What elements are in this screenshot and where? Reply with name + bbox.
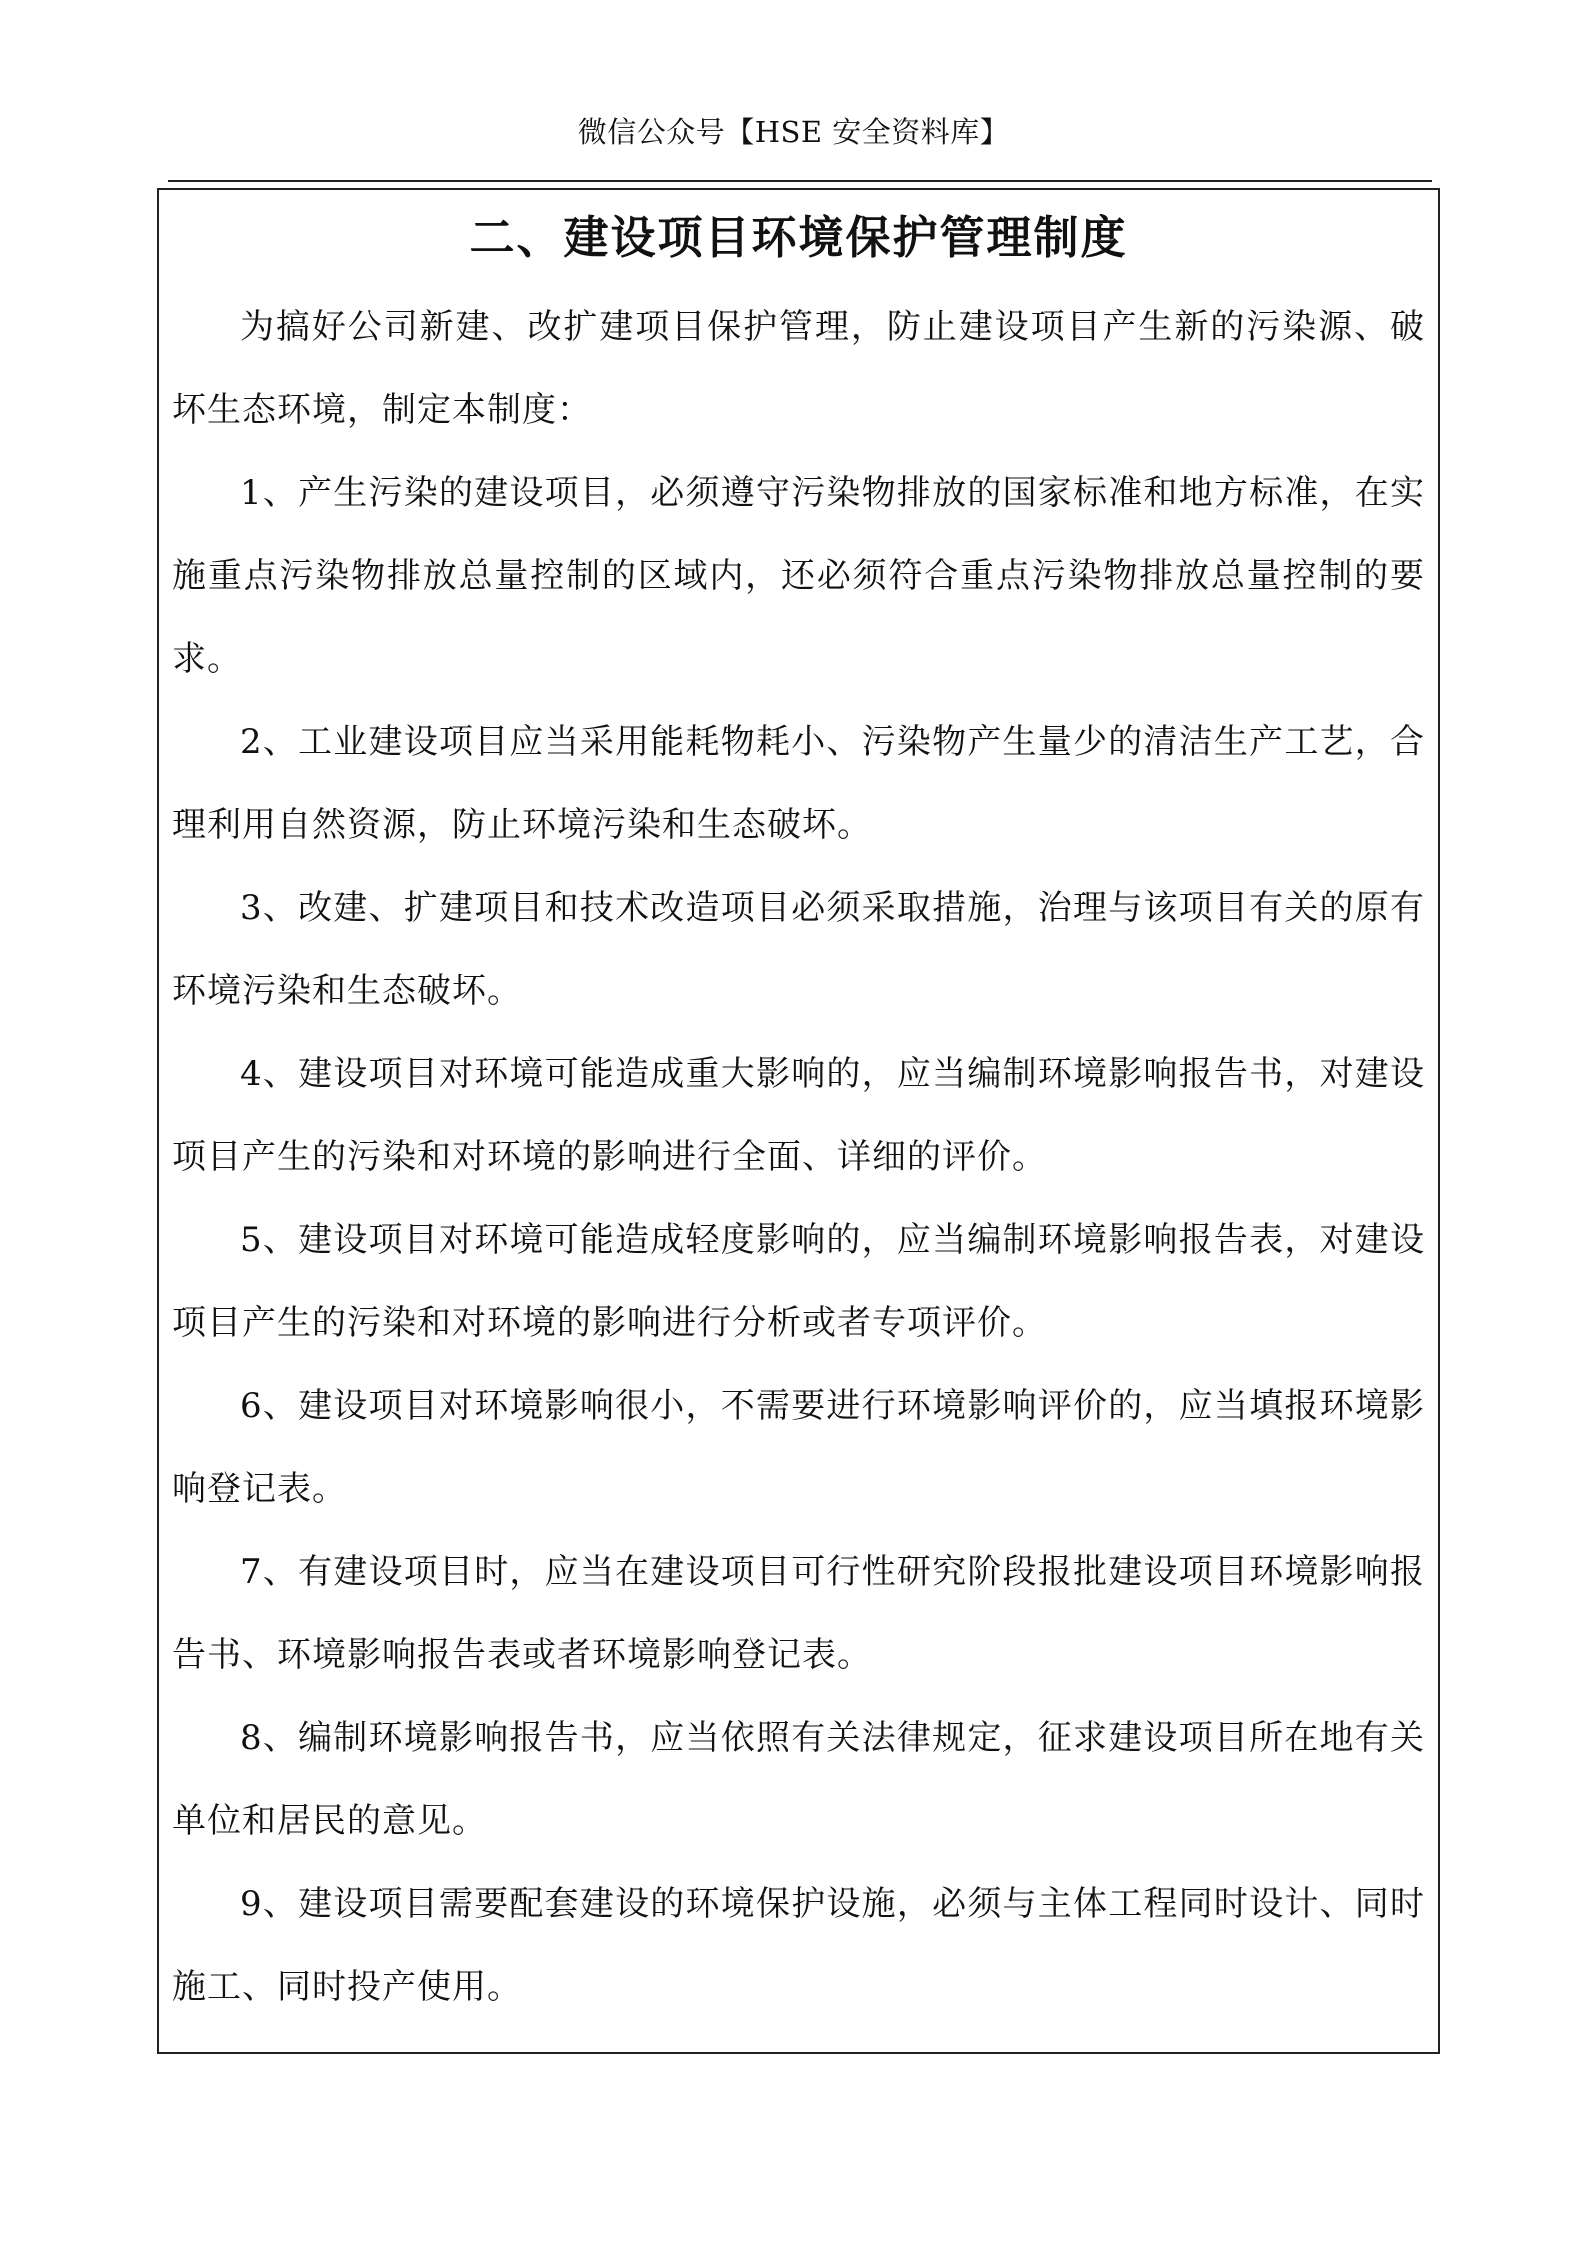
clause-4: 4、建设项目对环境可能造成重大影响的，应当编制环境影响报告书，对建设项目产生的污染和对环境的影响进行全面、详细的评价。 <box>172 1054 1425 1177</box>
clause-3: 3、改建、扩建项目和技术改造项目必须采取措施，治理与该项目有关的原有环境污染和生态破坏。 <box>172 888 1425 1011</box>
clause-7: 7、有建设项目时，应当在建设项目可行性研究阶段报批建设项目环境影响报告书、环境影响报告表或者环境影响登记表。 <box>172 1552 1425 1675</box>
intro-paragraph: 为搞好公司新建、改扩建项目保护管理，防止建设项目产生新的污染源、破坏生态环境，制定本制度： <box>172 307 1425 430</box>
clause-5: 5、建设项目对环境可能造成轻度影响的，应当编制环境影响报告表，对建设项目产生的污染和对环境的影响进行分析或者专项评价。 <box>172 1220 1425 1343</box>
document-body <box>172 286 1425 2029</box>
clause-9: 9、建设项目需要配套建设的环境保护设施，必须与主体工程同时设计、同时施工、同时投产使用。 <box>172 1884 1425 2007</box>
clause-8: 8、编制环境影响报告书，应当依照有关法律规定，征求建设项目所在地有关单位和居民的意见。 <box>172 1718 1425 1841</box>
page-header: 微信公众号【HSE 安全资料库】 <box>577 115 1010 149</box>
clause-6: 6、建设项目对环境影响很小，不需要进行环境影响评价的，应当填报环境影响登记表。 <box>172 1386 1425 1509</box>
header-rule <box>168 180 1432 182</box>
document-frame <box>157 188 1440 2054</box>
document-title: 二、建设项目环境保护管理制度 <box>469 211 1128 264</box>
clause-2: 2、工业建设项目应当采用能耗物耗小、污染物产生量少的清洁生产工艺，合理利用自然资源，防止环境污染和生态破坏。 <box>172 722 1425 845</box>
clause-1: 1、产生污染的建设项目，必须遵守污染物排放的国家标准和地方标准，在实施重点污染物排放总量控制的区域内，还必须符合重点污染物排放总量控制的要求。 <box>172 473 1425 679</box>
